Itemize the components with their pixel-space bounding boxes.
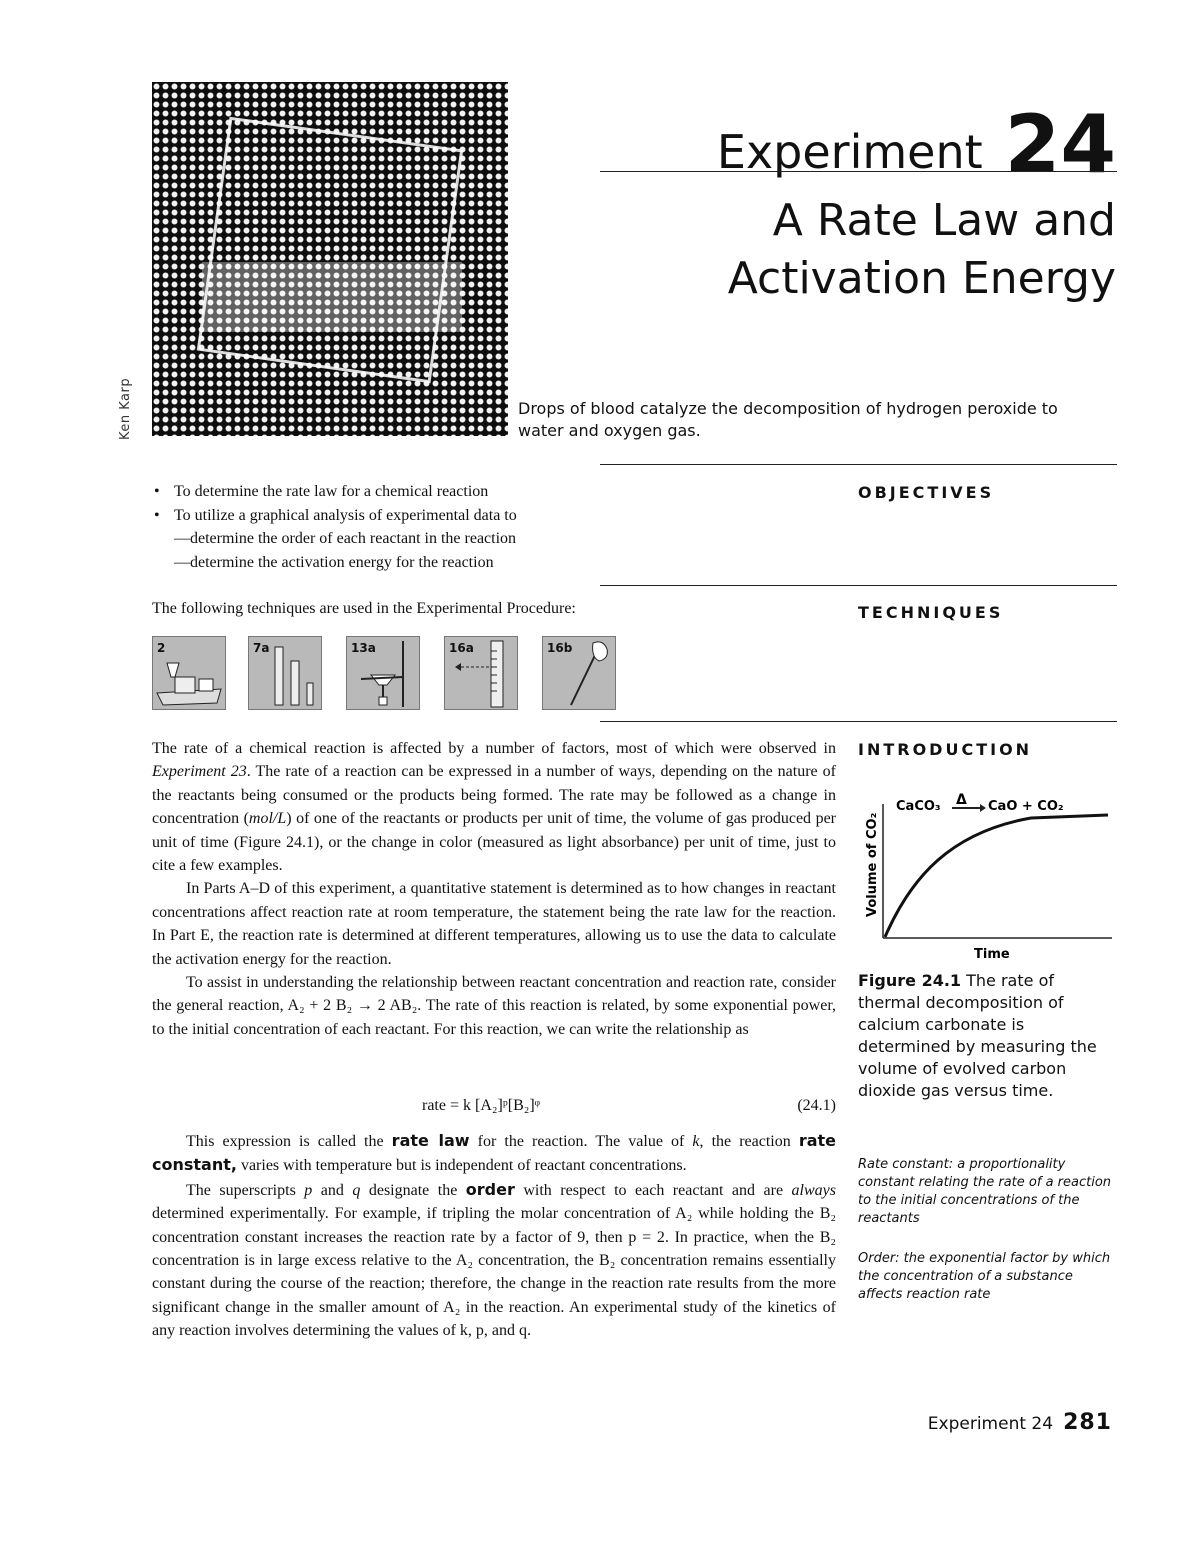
chapter-photo: [152, 82, 508, 436]
page-footer: [928, 1410, 1112, 1435]
objective-subitem: —determine the order of each reactant in the reaction: [174, 530, 517, 547]
introduction-body: [152, 737, 836, 1041]
photo-credit: Ken Karp: [118, 377, 133, 440]
photo-highlight: [202, 262, 462, 332]
objectives-rule: [600, 464, 1117, 465]
balance-icon: 2: [152, 636, 226, 710]
equation-left: CaCO₃: [896, 799, 941, 814]
ring-stand-icon: 13a: [346, 636, 420, 710]
intro-paragraph-5: The superscripts p and q designate the order with respect to each reactant and are always determined experimentally. For example, if tripling the molar concentration of A₂ while holding the B₂ concentration constant increases the reaction rate by a factor of 9, then p = 2. In practice, when the B₂ concentration is in large excess relative to the A₂ concentration, the B₂ concentration remains essentially constant during the course of the reaction; therefore, the change in the reaction rate results from the more significant change in the smaller amount of A₂ in the reaction. An experimental study of the kinetics of any reaction involves determining the values of k, p, and q.: [152, 1179, 836, 1340]
intro-paragraph-2: In Parts A–D of this experiment, a quantitative statement is determined as to how changes in reactant concentrations affect reaction rate at room temperature, the statement being the rate law for the reaction. In Part E, the reaction rate is determined at different temperatures, allowing us to use the data to calculate the activation energy for the reaction.: [152, 880, 836, 968]
cylinders-icon: 7a: [248, 636, 322, 710]
figure-label: Figure 24.1: [858, 971, 962, 990]
header-rule: [600, 171, 1117, 172]
footer-label: Experiment 24: [927, 1414, 1054, 1434]
experiment-number: 24: [1004, 98, 1116, 191]
figure-24-1: [856, 782, 1118, 966]
objective-item: • To determine the rate law for a chemical reaction: [152, 480, 612, 504]
chapter-title: [728, 192, 1116, 308]
photo-caption: Drops of blood catalyze the decomposition of hydrogen peroxide to water and oxygen gas.: [518, 399, 1058, 440]
equation-right: CaO + CO₂: [988, 799, 1064, 814]
equation-formula: rate = k [A₂]ᵖ[B₂]ᵠ: [422, 1097, 541, 1114]
page-number: 281: [1063, 1410, 1112, 1435]
experiment-heading: [717, 98, 1116, 191]
buret-icon: 16a: [444, 636, 518, 710]
introduction-rule: [600, 721, 1117, 722]
experiment-word: Experiment: [716, 125, 983, 179]
equation-number: (24.1): [797, 1097, 836, 1114]
pipet-icon: 16b: [542, 636, 616, 710]
title-line-1: A Rate Law and: [772, 195, 1116, 246]
margin-note-rate-constant: Rate constant: a proportionality constant relating the rate of a reaction to the initial concentrations of the reactants: [858, 1157, 1112, 1226]
y-axis-label: Volume of CO₂: [865, 812, 880, 917]
intro-paragraph-1: The rate of a chemical reaction is affected by a number of factors, most of which were observed in Experiment 23. The rate of a reaction can be expressed in a number of ways, depending on the nature of the reactants being consumed or the products being formed. The rate may be followed as a change in concentration (mol/L) of one of the reactants or products per unit of time, the volume of gas produced per unit of time (Figure 24.1), or the change in color (measured as light absorbance) per unit of time, just to cite a few examples.: [152, 740, 836, 875]
objective-item: • To utilize a graphical analysis of experimental data to: [152, 504, 612, 528]
techniques-heading: TECHNIQUES: [858, 603, 1004, 622]
figure-caption: Figure 24.1 The rate of thermal decomposition of calcium carbonate is determined by measuring the volume of evolved carbon dioxide gas versus time.: [858, 971, 1097, 1100]
introduction-heading: INTRODUCTION: [858, 740, 1033, 759]
techniques-intro: The following techniques are used in the Experimental Procedure:: [152, 600, 576, 617]
introduction-body-continued: [152, 1129, 836, 1343]
intro-paragraph-3: To assist in understanding the relationship between reactant concentration and reaction rate, consider the general reaction, A₂ + 2 B₂ → 2 AB₂. The rate of this reaction is related, by some exponential power, to the initial concentration of each reactant. For this reaction, we can write the relationship as: [152, 974, 836, 1038]
objectives-heading: OBJECTIVES: [858, 483, 995, 502]
margin-note-order: Order: the exponential factor by which the concentration of a substance affects reaction rate: [858, 1251, 1111, 1302]
x-axis-label: Time: [974, 947, 1010, 962]
objective-subitem: —determine the activation energy for the reaction: [174, 553, 494, 571]
intro-paragraph-4: This expression is called the rate law for the reaction. The value of k, the reaction rate constant, varies with temperature but is independent of reactant concentrations.: [152, 1131, 836, 1175]
objectives-list: [152, 480, 612, 574]
techniques-rule: [600, 585, 1117, 586]
delta-symbol: Δ: [956, 792, 967, 808]
title-line-2: Activation Energy: [727, 253, 1116, 304]
co2-volume-curve: [885, 815, 1108, 937]
photo-flask-outline: [197, 117, 464, 384]
